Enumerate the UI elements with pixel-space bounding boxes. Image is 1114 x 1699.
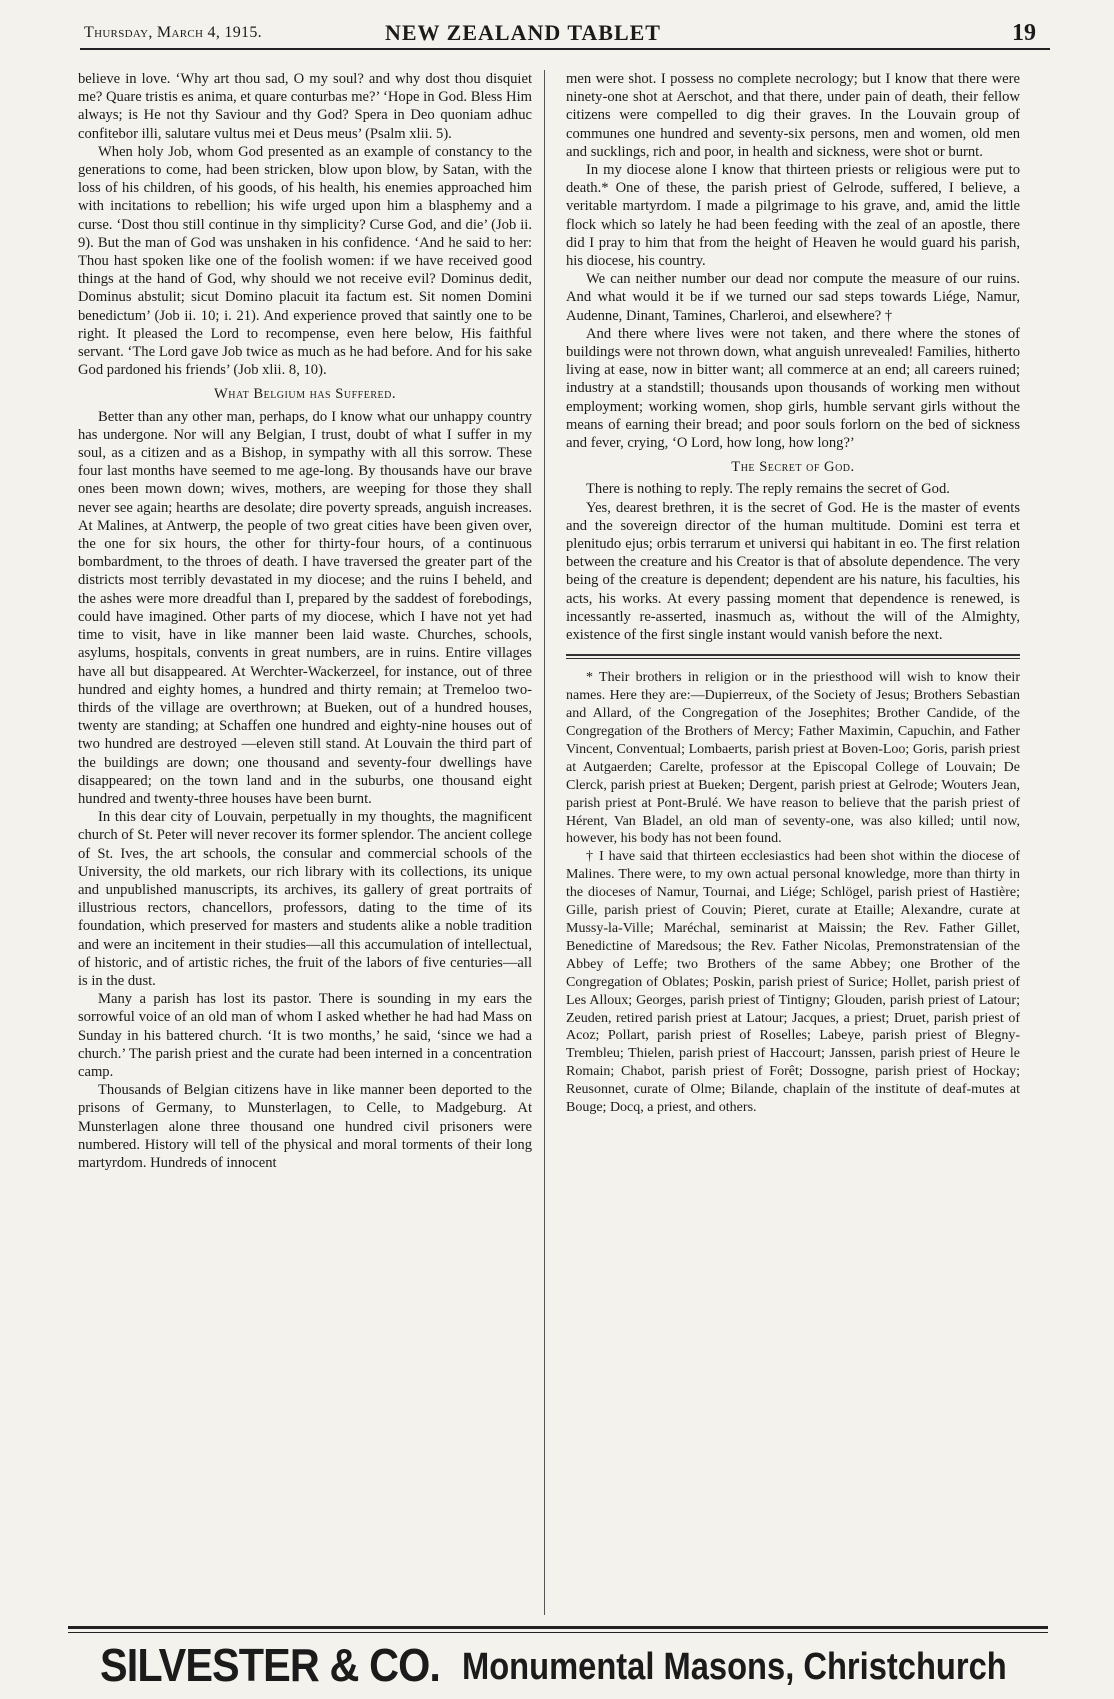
advertiser-name: SILVESTER & CO.: [100, 1639, 440, 1691]
footer-rule-thin: [68, 1632, 1048, 1633]
footnote: † I have said that thirteen ecclesiastics had been shot within the diocese of Malines. There were, to my own actual personal knowledge, more than thirty in the dioceses of Namur, Tournai, and Liége; Schlögel, parish priest of Hastière; Gille, parish priest of Couvin; Pieret, curate at Etaille; Alexandre, curate at Mussy-la-Ville; Maréchal, seminarist at Maissin; the Rev. Father Gillet, Benedictine of Maredsous; the Rev. Father Nicolas, Premonstratensian of the Abbey of Leffe; two Brothers of the same Abbey; one Brother of the Congregation of Oblates; Poskin, parish priest of Surice; Hollet, parish priest of Les Alloux; Georges, parish priest of Tintigny; Glouden, parish priest of Latour; Zeuden, retired parish priest at Latour; Jacques, a priest; Druet, parish priest of Acoz; Pollart, parish priest of Roselles; Labeye, parish priest of Blegny-Trembleu; Thielen, parish priest of Haccourt; Janssen, parish priest of Heure le Romain; Chabot, parish priest of Forêt; Dossogne, parish priest of Hockay; Reusonnet, curate of Olme; Bilande, chaplain of the institute of deaf-mutes at Bouge; Docq, a priest, and others.: [566, 849, 1020, 1116]
paragraph: And there where lives were not taken, and there where the stones of buildings were not thrown down, what anguish unrevealed! Families, hitherto living at ease, now in bitter want; all commerce at an end; all careers ruined; industry at a standstill; thousands upon thousands of working men without employment; working women, shop girls, humble servant girls without the means of earning their bread; and poor souls forlorn on the bed of sickness and fever, crying, ‘O Lord, how long, how long?’: [566, 325, 1020, 452]
issue-date: Thursday, March 4, 1915.: [84, 24, 262, 41]
advertisement-banner: [100, 1638, 1050, 1696]
paragraph: We can neither number our dead nor compute the measure of our ruins. And what would it be if we turned our sad steps towards Liége, Namur, Audenne, Dinant, Tamines, Charleroi, and elsewhere? †: [566, 271, 1020, 324]
page-number: 19: [1012, 20, 1036, 46]
paragraph: Yes, dearest brethren, it is the secret of God. He is the master of events and the sovereign director of the human multitude. Domini est terra et plenitudo ejus; orbis terrarum et universi qui habitant in eo. The first relation between the creature and his Creator is that of absolute dependence. The very being of the creature is dependent; dependent are his nature, his faculties, his acts, his works. At every passing moment that dependence is renewed, is incessantly re-asserted, inasmuch as, without the will of the Almighty, existence of the first single instant would vanish before the next.: [566, 499, 1020, 644]
column-divider: [544, 70, 545, 1615]
advertiser-trade: Monumental Masons, Christchurch: [462, 1646, 1007, 1688]
paragraph: There is nothing to reply. The reply remains the secret of God.: [586, 481, 950, 498]
footer-rule: [68, 1626, 1048, 1629]
paragraph: In my diocese alone I know that thirteen priests or religious were put to death.* One of these, the parish priest of Gelrode, suffered, I believe, a veritable martyrdom. I made a pilgrimage to his grave, and, amid the little flock which so lately he had been feeding with the zeal of an apostle, there did I pray to him that from the height of Heaven he would guard his parish, his diocese, his country.: [566, 162, 1020, 270]
header-rule: [80, 48, 1050, 50]
section-heading: The Secret of God.: [731, 459, 855, 476]
paragraph: In this dear city of Louvain, perpetually in my thoughts, the magnificent church of St. Peter will never recover its former splendor. The ancient college of St. Ives, the art schools, the consular and commercial schools of the University, the old markets, our rich library with its collections, its unique and unpublished manuscripts, its archives, its gallery of great portraits of illustrious rectors, chancellors, professors, dating to the time of its foundation, which preserved for masters and students alike a noble tradition and were an incitement in their studies—all this accumulation of intellectual, of historic, and of artistic riches, the fruit of the labors of five centuries—all is in the dust.: [78, 809, 532, 989]
footnote-rule: [566, 654, 1020, 659]
paragraph: believe in love. ‘Why art thou sad, O my soul? and why dost thou disquiet me? Quare tristis es anima, et quare conturbas me?’ ‘Hope in God. Bless Him always; is He not thy Saviour and thy God? Spera in Deo quoniam adhuc confitebor illi, salutare vultus mei et Deus meus’ (Psalm xlii. 5).: [78, 71, 532, 142]
paragraph: Many a parish has lost its pastor. There is sounding in my ears the sorrowful voice of an old man of whom I asked whether he had had Mass on Sunday in his battered church. ‘It is two months,’ he said, ‘since we had a church.’ The parish priest and the curate had been interned in a concentration camp.: [78, 991, 532, 1080]
left-column: [78, 70, 532, 1172]
masthead-title: NEW ZEALAND TABLET: [385, 20, 661, 45]
paragraph: men were shot. I possess no complete necrology; but I know that there were ninety-one shot at Aerschot, and that there, under pain of death, their fellow citizens were compelled to dig their graves. In the Louvain group of communes one hundred and seventy-six persons, men and women, old men and sucklings, rich and poor, in health and sickness, were shot or burnt.: [566, 71, 1020, 160]
paragraph: Thousands of Belgian citizens have in like manner been deported to the prisons of Germany, to Munsterlagen, to Celle, to Madgeburg. At Munsterlagen alone three thousand one hundred civil prisoners were numbered. History will tell of the physical and moral torments of their long martyrdom. Hundreds of innocent: [78, 1082, 532, 1171]
footnote: * Their brothers in religion or in the priesthood will wish to know their names. Here they are:—Dupierreux, of the Society of Jesus; Brothers Sebastian and Allard, of the Congregation of the Josephites; Brother Candide, of the Congregation of the Brothers of Mercy; Father Maximin, Capuchin, and Father Vincent, Conventual; Lombaerts, parish priest at Boven-Loo; Goris, parish priest at Autgaerden; Carelte, professor at the Episcopal College of Louvain; De Clerck, parish priest at Bueken; Dergent, parish priest at Gelrode; Wouters Jean, parish priest at Pont-Brulé. We have reason to believe that the parish priest of Hérent, Van Bladel, an old man of seventy-one, was also killed; until now, however, his body has not been found.: [566, 670, 1020, 847]
right-column: [566, 70, 1020, 1117]
section-heading: What Belgium has Suffered.: [213, 386, 396, 403]
paragraph: When holy Job, whom God presented as an example of constancy to the generations to come, had been stricken, blow upon blow, by Satan, with the loss of his children, of his goods, of his health, his enemies approached him with incitations to rebellion; his wife urged upon him a blasphemy and a curse. ‘Dost thou still continue in thy simplicity? Curse God, and die’ (Job ii. 9). But the man of God was unshaken in his confidence. ‘And he said to her: Thou hast spoken like one of the foolish women: if we have received good things at the hand of God, why should we not receive evil? Dominus dedit, Dominus abstulit; sicut Domino placuit ita factum est. Sit nomen Domini benedictum’ (Job ii. 10; i. 21). And experience proved that saintly one to be right. It pleased the Lord to recompense, even here below, His faithful servant. ‘The Lord gave Job twice as much as he had before. And for his sake God pardoned his friends’ (Job xlii. 8, 10).: [78, 143, 532, 379]
page-header: [80, 20, 1050, 48]
paragraph: Better than any other man, perhaps, do I know what our unhappy country has undergone. Nor will any Belgian, I trust, doubt of what I suffer in my soul, as a citizen and as a Bishop, in sympathy with all this sorrow. These four last months have seemed to me age-long. By thousands have our brave ones been mown down; wives, mothers, are weeping for those they shall never see again; hearths are desolate; dire poverty spreads, anguish increases. At Malines, at Antwerp, the people of two great cities have been given over, the one for six hours, the other for thirty-four hours, of a continuous bombardment, to the throes of death. I have traversed the greater part of the districts most terribly devastated in my diocese; and the ruins I beheld, and the ashes were more dreadful than I, prepared by the saddest of forebodings, could have imagined. Other parts of my diocese, which I have not yet had time to visit, have in like manner been laid waste. Churches, schools, asylums, hospitals, convents in great numbers, are in ruins. Entire villages have all but disappeared. At Werchter-Wackerzeel, for instance, out of three hundred and eighty homes, a hundred and thirty remain; at Tremeloo two-thirds of the village are overthrown; at Bueken, out of a hundred houses, twenty are standing; at Schaffen one hundred and eighty-nine houses out of two hundred are destroyed —eleven still stand. At Louvain the third part of the buildings are down; one thousand and seventy-four dwellings have disappeared; on the town land and in the suburbs, one thousand eight hundred and twenty-three houses have been burnt.: [78, 408, 532, 807]
